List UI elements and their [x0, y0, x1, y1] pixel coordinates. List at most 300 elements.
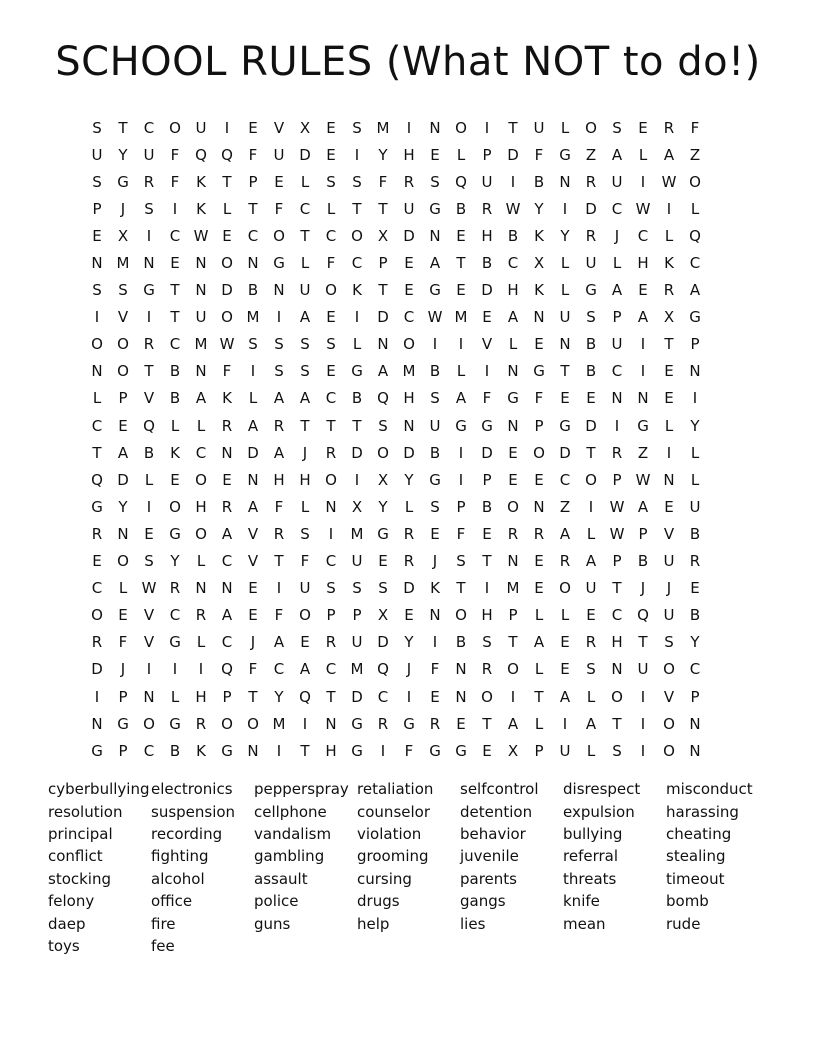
grid-letter: E	[404, 254, 414, 273]
grid-letter: G	[533, 362, 545, 381]
grid-letter: U	[195, 308, 207, 327]
word-bank-item: assault	[254, 869, 308, 888]
grid-letter: O	[663, 714, 675, 733]
grid-letter: N	[689, 741, 701, 760]
word-bank-item: fire	[151, 914, 176, 933]
grid-letter: E	[404, 606, 414, 625]
grid-letter: L	[170, 416, 180, 435]
grid-letter: T	[352, 199, 362, 218]
grid-letter: D	[377, 308, 389, 327]
grid-letter: S	[664, 633, 674, 652]
grid-letter: T	[326, 687, 336, 706]
word-bank-item: knife	[563, 892, 600, 911]
grid-letter: S	[300, 524, 310, 543]
word-bank-item: cheating	[666, 824, 732, 843]
grid-letter: L	[612, 254, 622, 273]
grid-letter: I	[354, 308, 360, 327]
grid-letter: M	[376, 118, 390, 137]
grid-letter: C	[611, 362, 623, 381]
grid-letter: B	[429, 443, 441, 462]
grid-letter: N	[143, 254, 155, 273]
grid-letter: T	[378, 281, 388, 300]
grid-letter: F	[248, 660, 258, 679]
grid-letter: D	[585, 199, 597, 218]
word-bank-item: grooming	[357, 847, 429, 866]
grid-letter: U	[481, 172, 493, 191]
grid-letter: E	[586, 389, 596, 408]
grid-letter: N	[559, 335, 571, 354]
grid-letter: I	[510, 687, 516, 706]
grid-letter: S	[352, 579, 362, 598]
grid-letter: T	[274, 552, 284, 571]
grid-letter: P	[378, 254, 388, 273]
grid-letter: N	[429, 226, 441, 245]
grid-letter: W	[635, 199, 651, 218]
grid-letter: L	[300, 254, 310, 273]
grid-letter: E	[638, 118, 648, 137]
grid-letter: E	[326, 118, 336, 137]
grid-letter: O	[663, 660, 675, 679]
grid-letter: E	[92, 552, 102, 571]
grid-letter: H	[299, 470, 311, 489]
grid-letter: P	[352, 606, 362, 625]
word-bank-item: timeout	[666, 869, 725, 888]
word-bank-item: electronics	[151, 780, 233, 799]
grid-letter: G	[91, 497, 103, 516]
grid-letter: A	[507, 714, 519, 733]
grid-letter: W	[635, 470, 651, 489]
word-bank-item: mean	[563, 914, 606, 933]
grid-letter: A	[299, 308, 311, 327]
grid-letter: D	[403, 443, 415, 462]
grid-letter: O	[143, 714, 155, 733]
grid-letter: A	[455, 389, 467, 408]
grid-letter: F	[222, 362, 232, 381]
word-bank-item: parents	[460, 869, 517, 888]
grid-letter: N	[533, 308, 545, 327]
grid-letter: D	[585, 416, 597, 435]
grid-letter: E	[118, 416, 128, 435]
grid-letter: C	[169, 606, 181, 625]
grid-letter: E	[508, 443, 518, 462]
grid-letter: K	[534, 226, 544, 245]
grid-letter: R	[403, 524, 415, 543]
grid-letter: Y	[404, 633, 414, 652]
grid-letter: E	[586, 606, 596, 625]
grid-letter: N	[507, 552, 519, 571]
grid-letter: G	[455, 741, 467, 760]
grid-letter: F	[118, 633, 128, 652]
grid-letter: A	[533, 633, 545, 652]
grid-letter: S	[274, 335, 284, 354]
grid-letter: B	[455, 633, 467, 652]
grid-letter: T	[612, 714, 622, 733]
grid-letter: C	[143, 741, 155, 760]
grid-letter: R	[221, 416, 233, 435]
grid-letter: W	[661, 172, 677, 191]
grid-letter: N	[247, 470, 259, 489]
grid-letter: G	[585, 281, 597, 300]
grid-letter: O	[169, 118, 181, 137]
grid-letter: D	[481, 443, 493, 462]
grid-letter: E	[430, 145, 440, 164]
grid-letter: N	[611, 389, 623, 408]
grid-letter: W	[505, 199, 521, 218]
grid-letter: E	[300, 633, 310, 652]
grid-letter: R	[325, 633, 337, 652]
grid-letter: G	[351, 741, 363, 760]
grid-letter: E	[560, 660, 570, 679]
grid-letter: A	[507, 308, 519, 327]
grid-letter: C	[325, 389, 337, 408]
word-bank-item: guns	[254, 914, 291, 933]
grid-letter: O	[585, 470, 597, 489]
grid-letter: F	[456, 524, 466, 543]
grid-letter: B	[169, 362, 181, 381]
grid-letter: E	[92, 226, 102, 245]
grid-letter: S	[326, 172, 336, 191]
word-bank-item: expulsion	[563, 802, 635, 821]
grid-letter: Y	[404, 470, 414, 489]
grid-letter: N	[533, 497, 545, 516]
grid-letter: G	[429, 470, 441, 489]
grid-letter: Q	[221, 660, 233, 679]
grid-letter: U	[299, 281, 311, 300]
grid-letter: T	[222, 172, 232, 191]
grid-letter: R	[169, 579, 181, 598]
grid-letter: K	[534, 281, 544, 300]
grid-letter: P	[326, 606, 336, 625]
grid-letter: M	[246, 308, 260, 327]
grid-letter: S	[300, 362, 310, 381]
grid-letter: H	[325, 741, 337, 760]
grid-letter: V	[143, 633, 155, 652]
grid-letter: G	[559, 145, 571, 164]
grid-letter: B	[455, 199, 467, 218]
grid-letter: W	[193, 226, 209, 245]
grid-letter: K	[352, 281, 362, 300]
grid-letter: N	[325, 497, 337, 516]
grid-letter: G	[637, 416, 649, 435]
grid-letter: A	[273, 633, 285, 652]
grid-letter: C	[689, 254, 701, 273]
grid-letter: Y	[378, 497, 388, 516]
grid-letter: E	[638, 281, 648, 300]
word-bank-item: rude	[666, 914, 701, 933]
grid-letter: F	[248, 145, 258, 164]
grid-letter: R	[377, 714, 389, 733]
grid-letter: F	[482, 389, 492, 408]
grid-letter: B	[533, 172, 545, 191]
grid-letter: H	[611, 633, 623, 652]
word-bank-item: gangs	[460, 892, 506, 911]
grid-letter: E	[482, 741, 492, 760]
grid-letter: I	[224, 118, 230, 137]
grid-letter: T	[170, 308, 180, 327]
grid-letter: T	[612, 579, 622, 598]
grid-letter: L	[664, 416, 674, 435]
grid-letter: R	[195, 606, 207, 625]
grid-letter: V	[273, 118, 285, 137]
grid-letter: S	[92, 281, 102, 300]
word-bank-item: stealing	[666, 847, 726, 866]
grid-letter: A	[429, 254, 441, 273]
grid-letter: T	[352, 416, 362, 435]
word-bank-item: stocking	[48, 869, 112, 888]
grid-letter: A	[117, 443, 129, 462]
grid-letter: R	[325, 443, 337, 462]
grid-letter: P	[534, 741, 544, 760]
grid-letter: N	[221, 443, 233, 462]
grid-letter: J	[666, 579, 672, 598]
grid-letter: L	[586, 687, 596, 706]
word-bank-item: cursing	[357, 869, 412, 888]
grid-letter: C	[351, 254, 363, 273]
grid-letter: B	[481, 254, 493, 273]
grid-letter: B	[247, 281, 259, 300]
word-bank-item: resolution	[48, 802, 123, 821]
grid-letter: T	[508, 633, 518, 652]
grid-letter: I	[458, 470, 464, 489]
grid-letter: J	[120, 199, 126, 218]
grid-letter: S	[144, 552, 154, 571]
grid-letter: E	[326, 308, 336, 327]
word-bank-item: violation	[357, 824, 422, 843]
grid-letter: G	[221, 741, 233, 760]
page-title: SCHOOL RULES (What NOT to do!)	[55, 39, 761, 85]
grid-letter: R	[585, 226, 597, 245]
grid-letter: T	[378, 199, 388, 218]
grid-letter: R	[507, 524, 519, 543]
word-bank-item: bomb	[666, 892, 709, 911]
grid-letter: I	[94, 308, 100, 327]
grid-letter: R	[481, 199, 493, 218]
grid-letter: I	[328, 524, 334, 543]
grid-letter: R	[663, 118, 675, 137]
grid-letter: Q	[377, 389, 389, 408]
grid-letter: D	[117, 470, 129, 489]
grid-letter: Q	[689, 226, 701, 245]
grid-letter: S	[456, 552, 466, 571]
grid-letter: L	[326, 199, 336, 218]
grid-letter: C	[299, 199, 311, 218]
grid-letter: C	[169, 335, 181, 354]
grid-letter: T	[326, 416, 336, 435]
grid-letter: L	[586, 524, 596, 543]
grid-letter: S	[92, 118, 102, 137]
grid-letter: N	[429, 606, 441, 625]
grid-letter: N	[195, 579, 207, 598]
grid-letter: L	[170, 687, 180, 706]
grid-letter: T	[482, 714, 492, 733]
grid-letter: B	[689, 606, 701, 625]
grid-letter: B	[169, 389, 181, 408]
grid-letter: Q	[637, 606, 649, 625]
grid-letter: S	[612, 118, 622, 137]
grid-letter: C	[325, 660, 337, 679]
grid-letter: L	[222, 199, 232, 218]
grid-letter: T	[586, 443, 596, 462]
grid-letter: F	[690, 118, 700, 137]
grid-letter: H	[481, 226, 493, 245]
grid-letter: U	[351, 552, 363, 571]
word-bank-item: fighting	[151, 847, 209, 866]
grid-letter: L	[560, 606, 570, 625]
grid-letter: I	[640, 714, 646, 733]
grid-letter: J	[120, 660, 126, 679]
grid-letter: E	[664, 389, 674, 408]
grid-letter: Q	[455, 172, 467, 191]
grid-letter: D	[377, 633, 389, 652]
grid-letter: I	[276, 579, 282, 598]
grid-letter: U	[663, 606, 675, 625]
grid-letter: Z	[637, 443, 649, 462]
grid-letter: E	[248, 606, 258, 625]
grid-letter: L	[560, 118, 570, 137]
grid-letter: X	[377, 470, 389, 489]
grid-letter: D	[481, 281, 493, 300]
grid-letter: O	[533, 443, 545, 462]
grid-letter: P	[690, 335, 700, 354]
grid-letter: Q	[195, 145, 207, 164]
grid-letter: G	[429, 741, 441, 760]
grid-letter: F	[326, 254, 336, 273]
grid-letter: T	[170, 281, 180, 300]
grid-letter: U	[143, 145, 155, 164]
word-bank-item: bullying	[563, 824, 623, 843]
grid-letter: V	[663, 687, 675, 706]
grid-letter: C	[273, 660, 285, 679]
grid-letter: R	[611, 443, 623, 462]
grid-letter: T	[300, 226, 310, 245]
grid-letter: K	[196, 741, 206, 760]
word-bank-item: felony	[48, 892, 95, 911]
grid-letter: X	[507, 741, 519, 760]
grid-letter: B	[351, 389, 363, 408]
grid-letter: I	[458, 443, 464, 462]
grid-letter: R	[143, 335, 155, 354]
grid-letter: P	[248, 172, 258, 191]
grid-letter: T	[664, 335, 674, 354]
grid-letter: A	[585, 714, 597, 733]
grid-letter: N	[403, 416, 415, 435]
grid-letter: O	[325, 281, 337, 300]
grid-letter: L	[534, 714, 544, 733]
grid-letter: O	[481, 687, 493, 706]
grid-letter: C	[325, 226, 337, 245]
word-bank-item: toys	[48, 936, 80, 955]
grid-letter: I	[276, 308, 282, 327]
word-bank-item: misconduct	[666, 780, 753, 799]
grid-letter: U	[299, 579, 311, 598]
grid-letter: D	[403, 226, 415, 245]
grid-letter: I	[614, 416, 620, 435]
grid-letter: F	[274, 199, 284, 218]
grid-letter: Q	[221, 145, 233, 164]
grid-letter: F	[170, 145, 180, 164]
grid-letter: F	[534, 389, 544, 408]
grid-letter: R	[429, 714, 441, 733]
grid-letter: C	[91, 416, 103, 435]
grid-letter: Q	[377, 660, 389, 679]
grid-letter: A	[637, 497, 649, 516]
word-bank-item: conflict	[48, 847, 103, 866]
word-bank-item: harassing	[666, 802, 739, 821]
word-bank-item: recording	[151, 824, 223, 843]
grid-letter: Y	[378, 145, 388, 164]
grid-letter: N	[689, 362, 701, 381]
grid-letter: U	[585, 254, 597, 273]
word-bank-item: threats	[563, 869, 617, 888]
grid-letter: G	[507, 389, 519, 408]
grid-letter: I	[484, 579, 490, 598]
grid-letter: G	[117, 172, 129, 191]
grid-letter: L	[534, 606, 544, 625]
grid-letter: P	[92, 199, 102, 218]
grid-letter: L	[300, 497, 310, 516]
grid-letter: B	[637, 552, 649, 571]
grid-letter: S	[586, 308, 596, 327]
grid-letter: G	[429, 199, 441, 218]
grid-letter: N	[689, 714, 701, 733]
grid-letter: I	[562, 714, 568, 733]
grid-letter: P	[222, 687, 232, 706]
grid-letter: C	[689, 660, 701, 679]
grid-letter: O	[689, 172, 701, 191]
grid-letter: S	[300, 335, 310, 354]
grid-letter: M	[272, 714, 286, 733]
grid-letter: E	[534, 335, 544, 354]
grid-letter: U	[429, 416, 441, 435]
word-bank-item: gambling	[254, 847, 325, 866]
grid-letter: O	[299, 606, 311, 625]
grid-letter: I	[484, 362, 490, 381]
grid-letter: O	[91, 335, 103, 354]
grid-letter: V	[143, 606, 155, 625]
grid-letter: X	[351, 497, 363, 516]
grid-letter: F	[404, 741, 414, 760]
grid-letter: H	[481, 606, 493, 625]
grid-letter: I	[406, 118, 412, 137]
grid-letter: S	[352, 118, 362, 137]
grid-letter: J	[250, 633, 256, 652]
grid-letter: A	[689, 281, 701, 300]
grid-letter: G	[455, 416, 467, 435]
grid-letter: R	[559, 552, 571, 571]
grid-letter: H	[637, 254, 649, 273]
grid-letter: M	[350, 660, 364, 679]
grid-letter: R	[585, 172, 597, 191]
grid-letter: O	[221, 308, 233, 327]
word-bank-item: office	[151, 892, 193, 911]
grid-letter: L	[664, 226, 674, 245]
grid-letter: V	[117, 308, 129, 327]
grid-letter: C	[637, 226, 649, 245]
grid-letter: P	[612, 552, 622, 571]
grid-letter: I	[484, 118, 490, 137]
grid-letter: C	[559, 470, 571, 489]
grid-letter: A	[663, 145, 675, 164]
grid-letter: N	[195, 362, 207, 381]
grid-letter: T	[248, 687, 258, 706]
grid-letter: Z	[559, 497, 571, 516]
grid-letter: I	[640, 741, 646, 760]
word-bank-item: behavior	[460, 824, 526, 843]
grid-letter: N	[91, 714, 103, 733]
grid-letter: E	[560, 389, 570, 408]
word-bank-item: detention	[460, 802, 533, 821]
grid-letter: U	[689, 497, 701, 516]
